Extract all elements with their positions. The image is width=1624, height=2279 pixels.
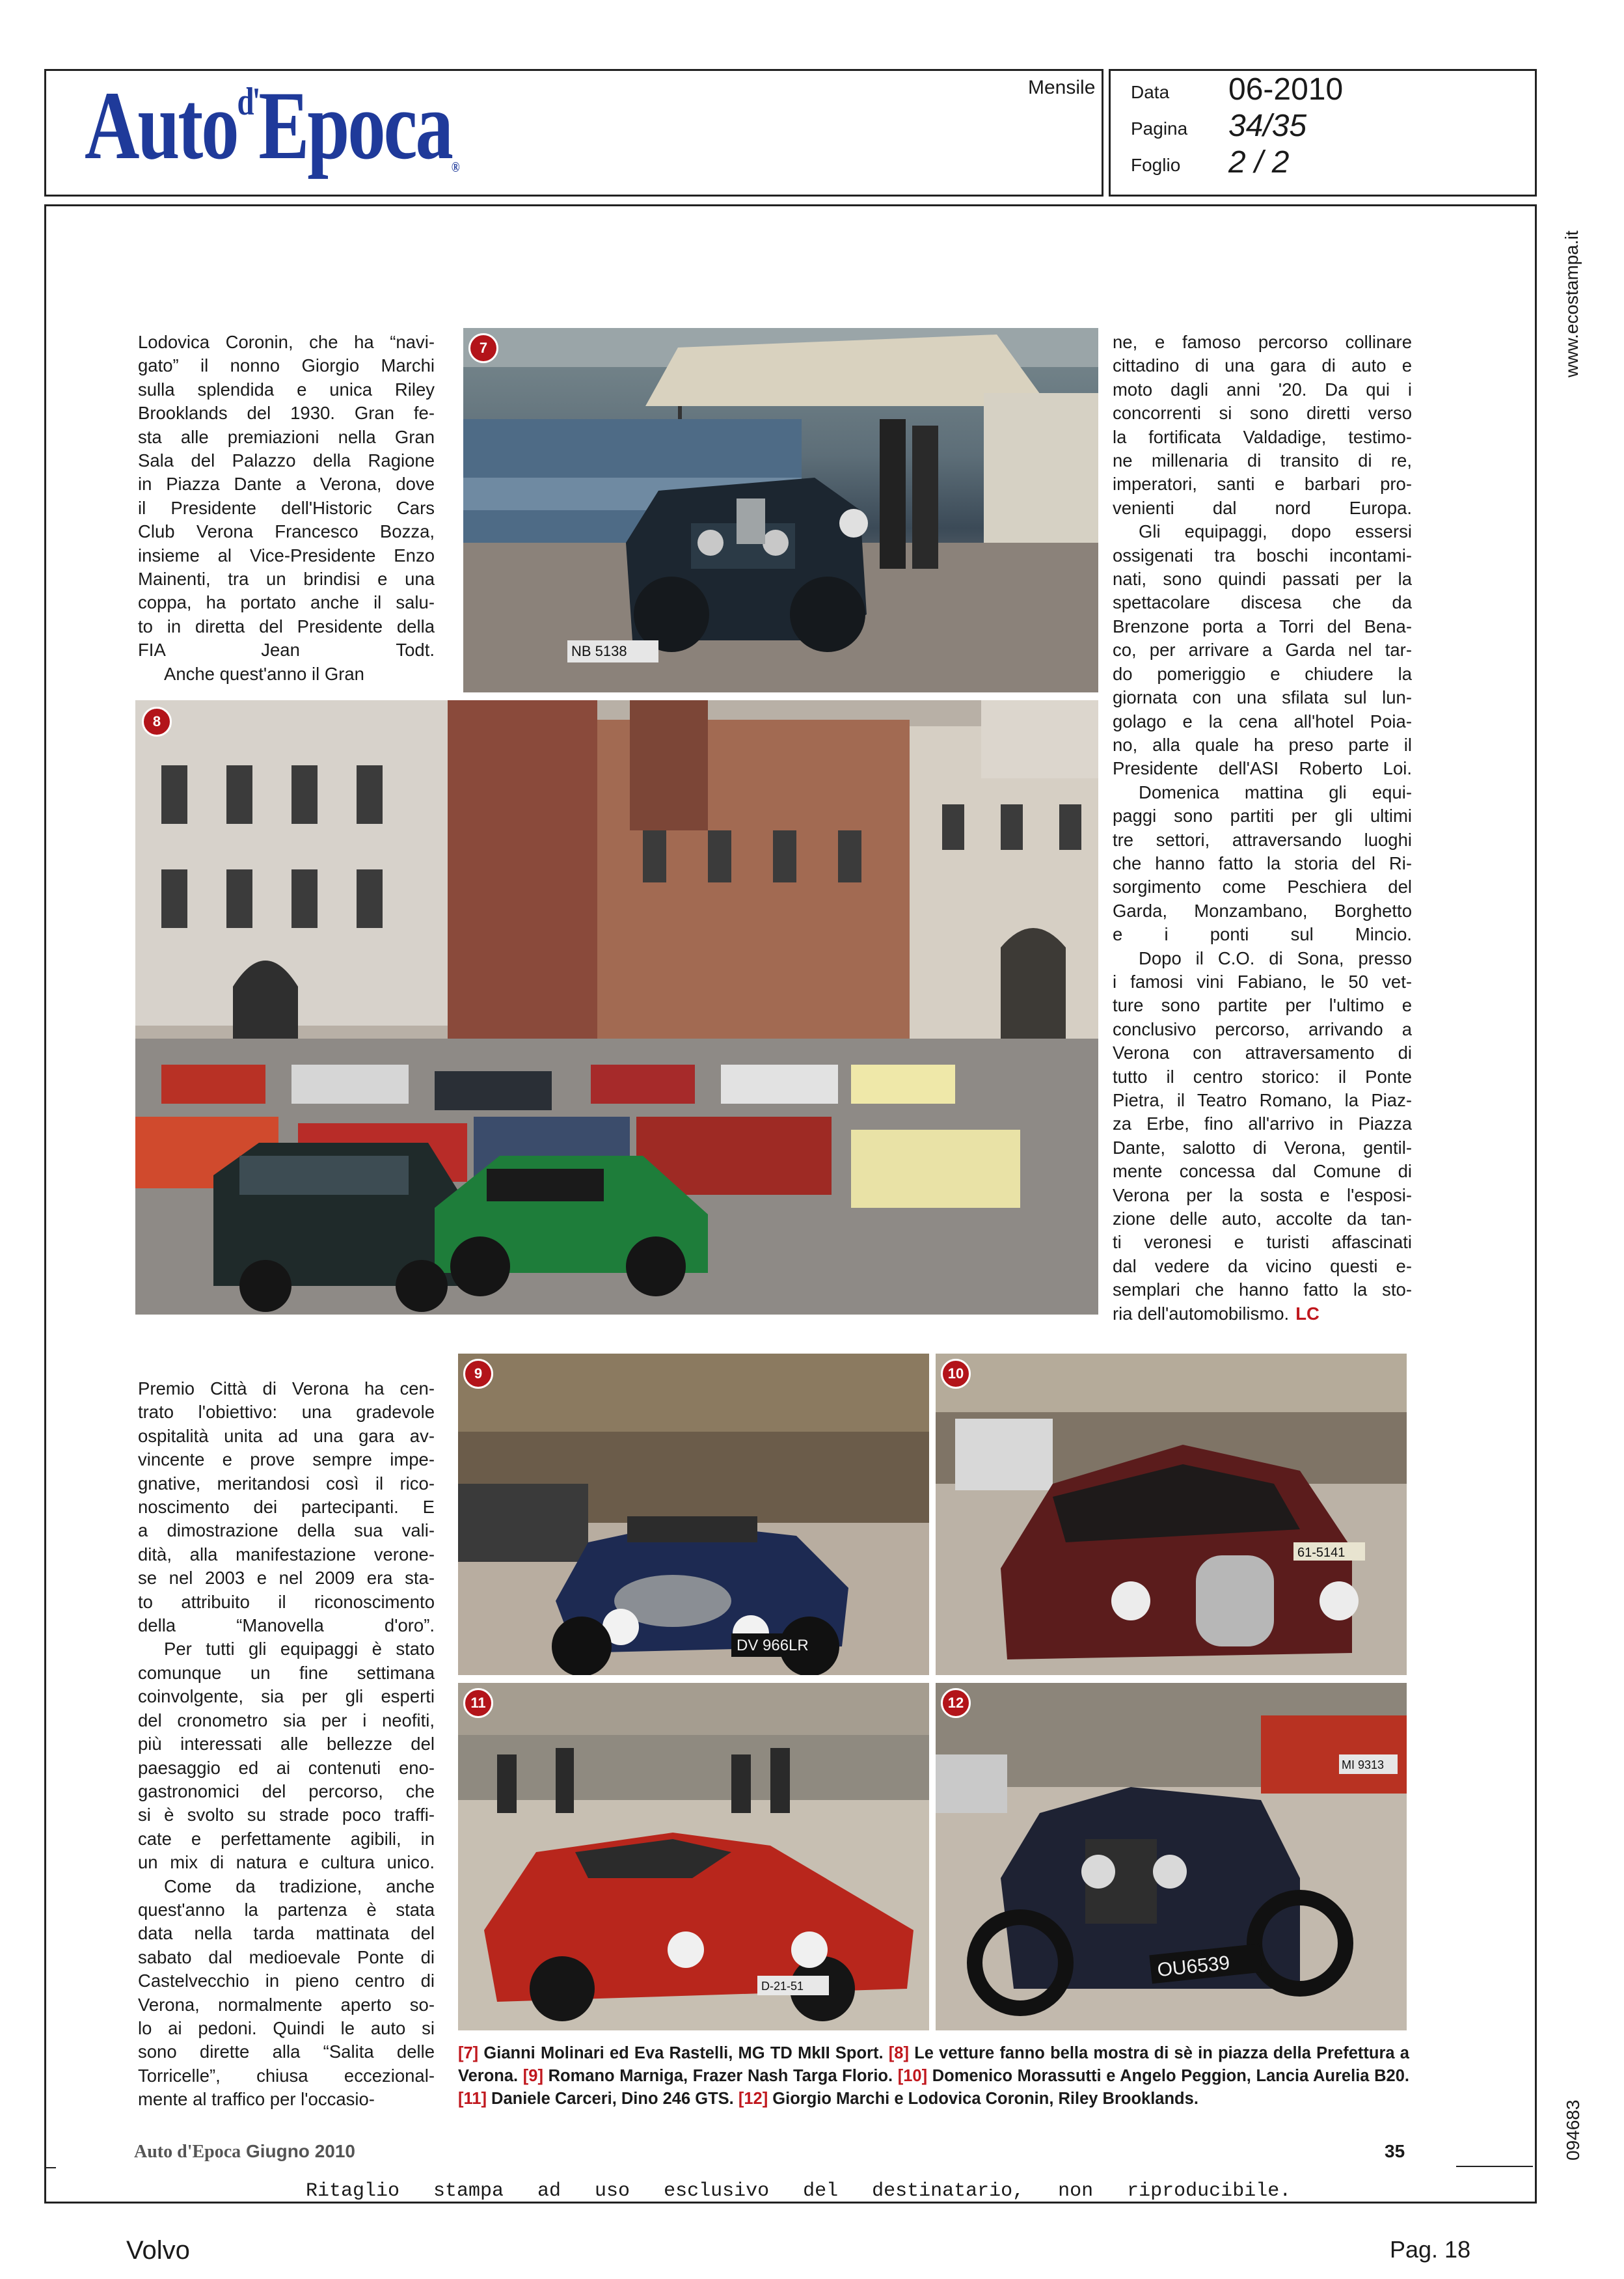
text-line: cittadino di una gara di auto e xyxy=(1113,355,1412,376)
caption-num-7: [7] xyxy=(458,2044,479,2062)
text-line: Anche quest'anno il Gran xyxy=(164,663,364,684)
photo-12-plate: OU6539 xyxy=(1156,1952,1231,1982)
text-line: gastronomici del percorso, che xyxy=(138,1781,435,1801)
text-line: dal vedere da vicino questi e- xyxy=(1113,1255,1412,1276)
text-line: sorgimento come Peschiera del xyxy=(1113,877,1412,897)
caption-num-10: [10] xyxy=(897,2067,928,2085)
photo-10-badge: 10 xyxy=(941,1359,971,1389)
text-line: data nella tarda mattinata del xyxy=(138,1923,435,1944)
text-line: coppa, ha portato anche il salu- xyxy=(138,592,435,613)
caption-text-8: Le vetture fanno bella mostra di sè in piazza della Prefettura a Verona. xyxy=(458,2044,1409,2085)
text-line: Verona per la sosta e l'esposi- xyxy=(1113,1184,1412,1205)
text-line: FIA Jean Todt. xyxy=(138,640,435,661)
text-line: ossigenati tra boschi incontami- xyxy=(1113,545,1412,566)
text-line: più interessati alle bellezze del xyxy=(138,1734,435,1754)
text-line: e i ponti sul Mincio. xyxy=(1113,924,1412,945)
text-line: golago e la cena all'hotel Poia- xyxy=(1113,711,1412,731)
text-line: vincente e prove sempre impe- xyxy=(138,1449,435,1470)
foglio-label: Foglio xyxy=(1131,155,1181,175)
photo-12-riley xyxy=(936,1683,1407,2030)
caption-text-7: Gianni Molinari ed Eva Rastelli, MG TD MkII Sport. xyxy=(478,2044,889,2062)
text-line: do pomeriggio e chiudere la xyxy=(1113,663,1412,684)
bottom-client-label: Volvo xyxy=(126,2236,190,2265)
text-line: Come da tradizione, anche xyxy=(164,1876,435,1896)
text-line: Domenica mattina gli equi- xyxy=(1139,782,1412,802)
photo-9-frazer-nash xyxy=(458,1354,929,1675)
bottom-page-label: Pag. 18 xyxy=(1390,2236,1471,2263)
text-line: to in diretta del Presidente della xyxy=(138,616,435,636)
text-line: Per tutti gli equipaggi è stato xyxy=(164,1639,435,1659)
text-line: moto dagli anni '20. Da qui i xyxy=(1113,379,1412,400)
data-label: Data xyxy=(1131,82,1170,102)
text-line: Gli equipaggi, dopo essersi xyxy=(1139,521,1412,542)
footer-magazine: Auto d'Epoca Giugno 2010 xyxy=(134,2141,355,2162)
text-line: semplari che hanno fatto la sto- xyxy=(1113,1279,1412,1300)
text-line: za Erbe, fino all'arrivo in Piazza xyxy=(1113,1113,1412,1134)
photo-11-plate: D-21-51 xyxy=(761,1980,804,1993)
text-line: venienti dal nord Europa. xyxy=(1113,497,1412,518)
pagina-label: Pagina xyxy=(1131,118,1188,139)
photo-captions xyxy=(458,2042,1409,2110)
text-line: ne, e famoso percorso collinare xyxy=(1113,332,1412,352)
photo-10-plate: 61-5141 xyxy=(1297,1546,1346,1560)
article-column-bottom-left xyxy=(138,1377,435,2112)
text-line: sta alle premiazioni nella Gran xyxy=(138,426,435,447)
text-line: Castelvecchio in pieno centro di xyxy=(138,1971,435,1991)
text-line: Brooklands del 1930. Gran fe- xyxy=(138,403,435,424)
photo-12-badge: 12 xyxy=(941,1688,971,1718)
photo-11-dino xyxy=(458,1683,929,2030)
text-line: sulla splendida e unica Riley xyxy=(138,379,435,400)
photo-9-plate: DV 966LR xyxy=(737,1637,809,1654)
photo-7-mg-td xyxy=(463,328,1098,692)
text-line: coinvolgente, sia per gli esperti xyxy=(138,1686,435,1707)
text-line: Brenzone porta a Torri del Bena- xyxy=(1113,616,1412,636)
text-line: dità, alla manifestazione verone- xyxy=(138,1544,435,1564)
text-line: spettacolare discesa che da xyxy=(1113,592,1412,613)
clipping-notice: Ritaglio stampa ad uso esclusivo del destinatario, non riproducibile. xyxy=(306,2180,1292,2202)
text-line: ture sono partite per l'ultimo e xyxy=(1113,995,1412,1016)
text-line: Mainenti, tra un brindisi e una xyxy=(138,569,435,590)
photo-8-badge: 8 xyxy=(142,707,172,737)
text-line: noscimento dei partecipanti. E xyxy=(138,1497,435,1518)
text-line: sono dirette alla “Salita delle xyxy=(138,2041,435,2062)
text-line: concorrenti si sono diretti verso xyxy=(1113,403,1412,424)
caption-text-12: Giorgio Marchi e Lodovica Coronin, Riley Brooklands. xyxy=(768,2090,1198,2108)
photo-12-plate-2: MI 9313 xyxy=(1342,1758,1385,1771)
text-line: Dante, salotto di Verona, gentil- xyxy=(1113,1137,1412,1158)
text-line: gnative, meritandosi così il rico- xyxy=(138,1473,435,1494)
text-line: Lodovica Coronin, che ha “navi- xyxy=(138,332,435,352)
text-line: quest'anno la partenza è stata xyxy=(138,1899,435,1920)
text-line: Verona con attraversamento di xyxy=(1113,1043,1412,1063)
text-line: paggi sono partiti per gli ultimi xyxy=(1113,806,1412,826)
side-code: 094683 xyxy=(1563,2099,1583,2161)
frequency-label: Mensile xyxy=(1028,77,1096,98)
photo-7-badge: 7 xyxy=(468,333,498,363)
text-line: nati, sono quindi passati per la xyxy=(1113,569,1412,590)
text-line: co, per arrivare a Garda nel tar- xyxy=(1113,640,1412,661)
text-line: Presidente dell'ASI Roberto Loi. xyxy=(1113,758,1412,779)
text-line: insieme al Vice-Presidente Enzo xyxy=(138,545,435,566)
text-line: se nel 2003 e nel 2009 era sta- xyxy=(138,1568,435,1589)
caption-num-8: [8] xyxy=(888,2044,909,2062)
photo-11-badge: 11 xyxy=(463,1688,493,1718)
text-line: mente al traffico per l'occasio- xyxy=(138,2089,375,2110)
text-line: che hanno fatto la storia del Ri- xyxy=(1113,853,1412,873)
text-line: Premio Città di Verona ha cen- xyxy=(138,1378,435,1399)
text-line: in Piazza Dante a Verona, dove xyxy=(138,474,435,495)
side-url: www.ecostampa.it xyxy=(1562,230,1582,377)
footer-rule-left xyxy=(46,2167,56,2168)
text-line: i famosi vini Fabiano, le 50 vet- xyxy=(1113,971,1412,992)
text-line: paesaggio ed ai contenuti eno- xyxy=(138,1757,435,1778)
magazine-logo: Auto$^{d'}$Epoca® xyxy=(85,72,458,180)
text-line: ne millenaria di transito di re, xyxy=(1113,450,1412,471)
photo-7-plate: NB 5138 xyxy=(571,643,627,659)
text-line: trato l'obiettivo: una gradevole xyxy=(138,1402,435,1423)
caption-text-10: Domenico Morassutti e Angelo Peggion, Lancia Aurelia B20. xyxy=(927,2067,1409,2085)
text-line: Garda, Monzambano, Borghetto xyxy=(1113,900,1412,921)
text-line: della “Manovella d'oro”. xyxy=(138,1615,435,1636)
text-line: ospitalità unita ad una gara av- xyxy=(138,1425,435,1446)
caption-text-11: Daniele Carceri, Dino 246 GTS. xyxy=(486,2090,738,2108)
text-line: ria dell'automobilismo. LC xyxy=(1113,1303,1320,1324)
text-line: si è svolto su strade poco traffi- xyxy=(138,1805,435,1825)
photo-9-badge: 9 xyxy=(463,1359,493,1389)
text-line: tutto il centro storico: il Ponte xyxy=(1113,1066,1412,1087)
text-line: ti veronesi e turisti affascinati xyxy=(1113,1232,1412,1253)
text-line: Dopo il C.O. di Sona, presso xyxy=(1139,948,1412,968)
photo-10-lancia-aurelia xyxy=(936,1354,1407,1675)
text-line: a dimostrazione della sua vali- xyxy=(138,1520,435,1541)
text-line: Verona, normalmente aperto so- xyxy=(138,1994,435,2015)
text-line: imperatori, santi e barbari pro- xyxy=(1113,474,1412,495)
foglio-value: 2 / 2 xyxy=(1228,145,1290,180)
text-line: cate e perfettamente agibili, in xyxy=(138,1828,435,1849)
footer-page-number: 35 xyxy=(1385,2141,1405,2161)
text-line: Club Verona Francesco Bozza, xyxy=(138,521,435,542)
text-line: Pietra, il Teatro Romano, la Piaz- xyxy=(1113,1090,1412,1110)
caption-num-9: [9] xyxy=(522,2067,543,2085)
author-signature: LC xyxy=(1295,1303,1320,1324)
text-line: giornata con una sfilata sul lun- xyxy=(1113,687,1412,708)
text-line: zione delle auto, accolte da tan- xyxy=(1113,1208,1412,1229)
caption-text-9: Romano Marniga, Frazer Nash Targa Florio. xyxy=(543,2067,898,2085)
footer-rule xyxy=(1456,2166,1533,2167)
data-value: 06-2010 xyxy=(1228,72,1344,107)
text-line: la fortificata Valdadige, testimo- xyxy=(1113,426,1412,447)
text-line: un mix di natura e cultura unico. xyxy=(138,1852,435,1873)
text-line: gato” il nonno Giorgio Marchi xyxy=(138,355,435,376)
pagina-value: 34/35 xyxy=(1228,109,1307,143)
text-line: mente concessa dal Comune di xyxy=(1113,1161,1412,1182)
text-line: lo ai pedoni. Quindi le auto si xyxy=(138,2017,435,2038)
text-line: to attribuito il riconoscimento xyxy=(138,1591,435,1612)
text-line: tre settori, attraversando luoghi xyxy=(1113,829,1412,850)
text-line: no, alla quale ha preso parte il xyxy=(1113,734,1412,755)
caption-num-12: [12] xyxy=(738,2090,768,2108)
text-line: Torricelle”, chiusa eccezional- xyxy=(138,2065,435,2086)
text-line: conclusivo percorso, arrivando a xyxy=(1113,1018,1412,1039)
text-line: il Presidente dell'Historic Cars xyxy=(138,497,435,518)
text-line: comunque un fine settimana xyxy=(138,1662,435,1683)
text-line: del cronometro sia per i neofiti, xyxy=(138,1710,435,1730)
article-column-top-left xyxy=(138,331,435,686)
text-line: Sala del Palazzo della Ragione xyxy=(138,450,435,471)
text-line: sabato dal medioevale Ponte di xyxy=(138,1946,435,1967)
article-column-right xyxy=(1113,331,1412,1326)
caption-num-11: [11] xyxy=(458,2090,487,2108)
photo-8-piazza xyxy=(135,700,1098,1315)
